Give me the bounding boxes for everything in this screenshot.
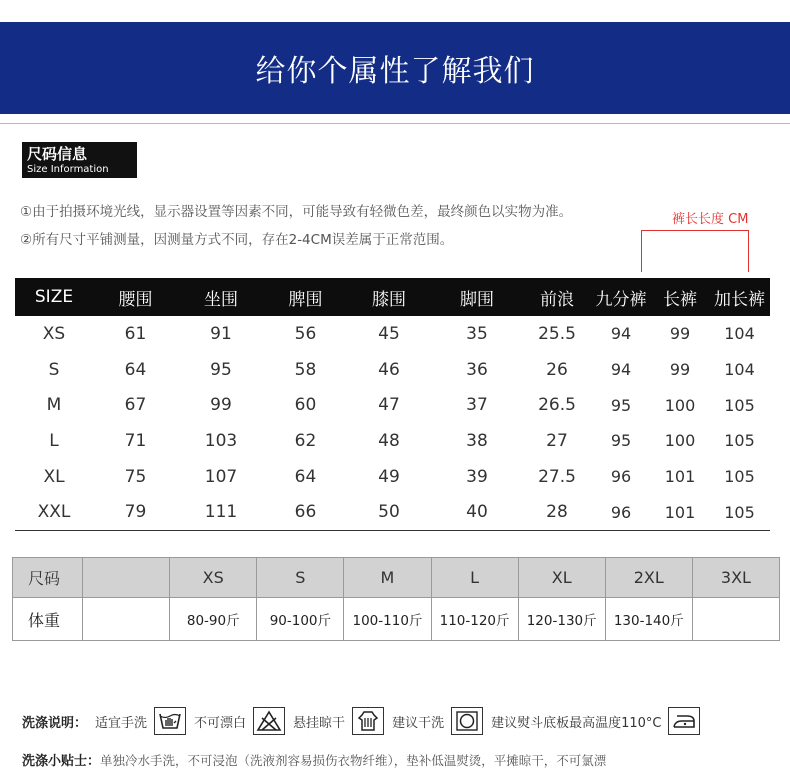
table-cell: 99 [669, 324, 691, 344]
table-cell: 38 [466, 430, 488, 451]
table-cell: 45 [378, 323, 400, 344]
weight-value-cell: 90-100斤 [257, 598, 344, 641]
table-cell: 66 [264, 494, 347, 530]
bracket-line-top [641, 230, 749, 231]
table-cell: XS [42, 323, 66, 344]
table-cell: 101 [651, 494, 709, 530]
table-cell: 99 [210, 395, 232, 416]
weight-value-cell: 100-110斤 [344, 598, 431, 641]
table-row [15, 387, 770, 423]
care-text-iron: 建议熨斗底板最高温度110°C [491, 715, 662, 731]
table-cell: 46 [378, 359, 400, 380]
weight-size-cell: M [344, 558, 431, 598]
size-table-header [15, 278, 770, 316]
table-cell: 28 [523, 494, 591, 530]
hang-dry-icon [352, 707, 384, 735]
table-cell: 58 [294, 359, 317, 380]
table-cell: 105 [724, 431, 755, 451]
weight-value-cell: 110-120斤 [431, 598, 518, 641]
table-row [15, 423, 770, 459]
table-cell: 37 [466, 395, 488, 416]
weight-size-cell: S [257, 558, 344, 598]
care-title: 洗涤说明： [22, 715, 88, 731]
table-cell: 56 [294, 323, 317, 344]
table-row [15, 352, 770, 388]
washing-tips [22, 750, 606, 769]
weight-size-cell: 3XL [692, 558, 779, 598]
weight-size-cell: 2XL [605, 558, 692, 598]
table-cell: 25.5 [538, 323, 576, 344]
length-label: 裤长长度 CM [672, 212, 749, 227]
table-cell: 48 [378, 430, 400, 451]
table-cell: 99 [669, 360, 691, 380]
table-cell: XL [43, 466, 65, 487]
table-cell: 62 [294, 430, 317, 451]
header-cell: 坐围 [178, 278, 264, 316]
table-cell: 96 [610, 467, 632, 487]
table-cell: 26.5 [538, 395, 576, 416]
table-cell: 47 [378, 395, 400, 416]
weight-value-cell: 80-90斤 [170, 598, 257, 641]
table-cell: 103 [204, 430, 238, 451]
table-cell: 61 [124, 323, 147, 344]
weight-value-cell: 120-130斤 [518, 598, 605, 641]
table-cell: 64 [294, 466, 317, 487]
weight-empty-cell [83, 598, 170, 641]
note-color: ①由于拍摄环境光线，显示器设置等因素不同，可能导致有轻微色差，最终颜色以实物为准。 [20, 204, 573, 220]
weight-size-cell: XL [518, 558, 605, 598]
divider [0, 123, 790, 124]
header-cell: 脚围 [431, 278, 523, 316]
weight-size-cell: XS [170, 558, 257, 598]
section-title-en: Size Information [27, 164, 109, 175]
section-badge [22, 142, 137, 178]
table-cell: 105 [709, 494, 770, 530]
table-cell: 64 [124, 359, 147, 380]
table-cell: 49 [378, 466, 400, 487]
care-text-no-bleach: 不可漂白 [194, 715, 247, 731]
iron-icon [668, 707, 700, 735]
header-cell: 加长裤 [709, 278, 770, 316]
care-text-hand-wash: 适宜手洗 [95, 715, 148, 731]
top-banner [0, 22, 790, 114]
tips-title: 洗涤小贴士： [22, 754, 101, 769]
table-cell: 75 [124, 466, 147, 487]
table-cell: 111 [178, 494, 264, 530]
header-cell: 九分裤 [591, 278, 651, 316]
table-cell: 95 [610, 431, 632, 451]
table-cell: 27.5 [538, 466, 576, 487]
table-cell: 96 [591, 494, 651, 530]
table-cell: 95 [210, 359, 232, 380]
header-cell: 脾围 [264, 278, 347, 316]
table-row [15, 494, 770, 530]
care-instructions [22, 707, 708, 735]
hand-wash-icon [154, 707, 186, 735]
dry-clean-icon [451, 707, 483, 735]
care-text-dry-clean: 建议干洗 [392, 715, 445, 731]
weight-value-row [13, 598, 780, 641]
weight-header-label: 尺码 [13, 558, 83, 598]
table-cell: 36 [466, 359, 488, 380]
table-cell: 39 [466, 466, 488, 487]
weight-value-cell [692, 598, 779, 641]
table-cell: S [48, 359, 60, 380]
weight-header-row [13, 558, 780, 598]
note-measure: ②所有尺寸平铺测量，因测量方式不同，存在2-4CM误差属于正常范围。 [20, 232, 454, 248]
table-cell: 71 [124, 430, 147, 451]
size-table [15, 278, 770, 531]
bracket-line-right [748, 230, 749, 272]
table-cell: 94 [610, 360, 632, 380]
table-cell: 79 [93, 494, 178, 530]
table-cell: 67 [124, 395, 147, 416]
table-cell: XXL [15, 494, 93, 530]
section-title-cn: 尺码信息 [27, 145, 88, 163]
table-cell: L [49, 430, 59, 451]
table-cell: 105 [724, 395, 755, 415]
header-cell: 腰围 [93, 278, 178, 316]
table-cell: 95 [610, 395, 632, 415]
weight-empty-cell [83, 558, 170, 598]
table-cell: 100 [664, 431, 696, 451]
header-cell: 膝围 [347, 278, 431, 316]
table-cell: 105 [724, 467, 755, 487]
weight-size-cell: L [431, 558, 518, 598]
table-cell: 50 [347, 494, 431, 530]
header-cell: 前浪 [523, 278, 591, 316]
table-cell: 107 [204, 466, 238, 487]
table-cell: 101 [664, 467, 696, 487]
table-cell: 91 [210, 323, 232, 344]
table-cell: 27 [546, 430, 568, 451]
header-cell: 长裤 [651, 278, 709, 316]
weight-value-cell: 130-140斤 [605, 598, 692, 641]
table-row [15, 459, 770, 495]
table-cell: M [46, 395, 62, 416]
table-cell: 100 [664, 395, 696, 415]
banner-title: 给你个属性了解我们 [255, 54, 535, 89]
table-cell: 35 [466, 323, 488, 344]
table-cell: 104 [724, 360, 755, 380]
weight-row-label: 体重 [13, 598, 83, 641]
weight-table [12, 557, 780, 641]
table-row [15, 316, 770, 352]
table-cell: 104 [724, 324, 755, 344]
table-cell: 26 [546, 359, 568, 380]
table-cell: 94 [610, 324, 632, 344]
table-cell: 60 [294, 395, 317, 416]
care-text-hang-dry: 悬挂晾干 [293, 715, 346, 731]
no-bleach-icon [253, 707, 285, 735]
tips-text: 单独冷水手洗，不可浸泡（洗液剂容易损伤衣物纤维），垫补低温熨烫，平摊晾干，不可氯漂 [100, 753, 607, 768]
bracket-line-left [641, 230, 642, 272]
table-cell: 40 [431, 494, 523, 530]
header-cell: SIZE [15, 278, 93, 316]
